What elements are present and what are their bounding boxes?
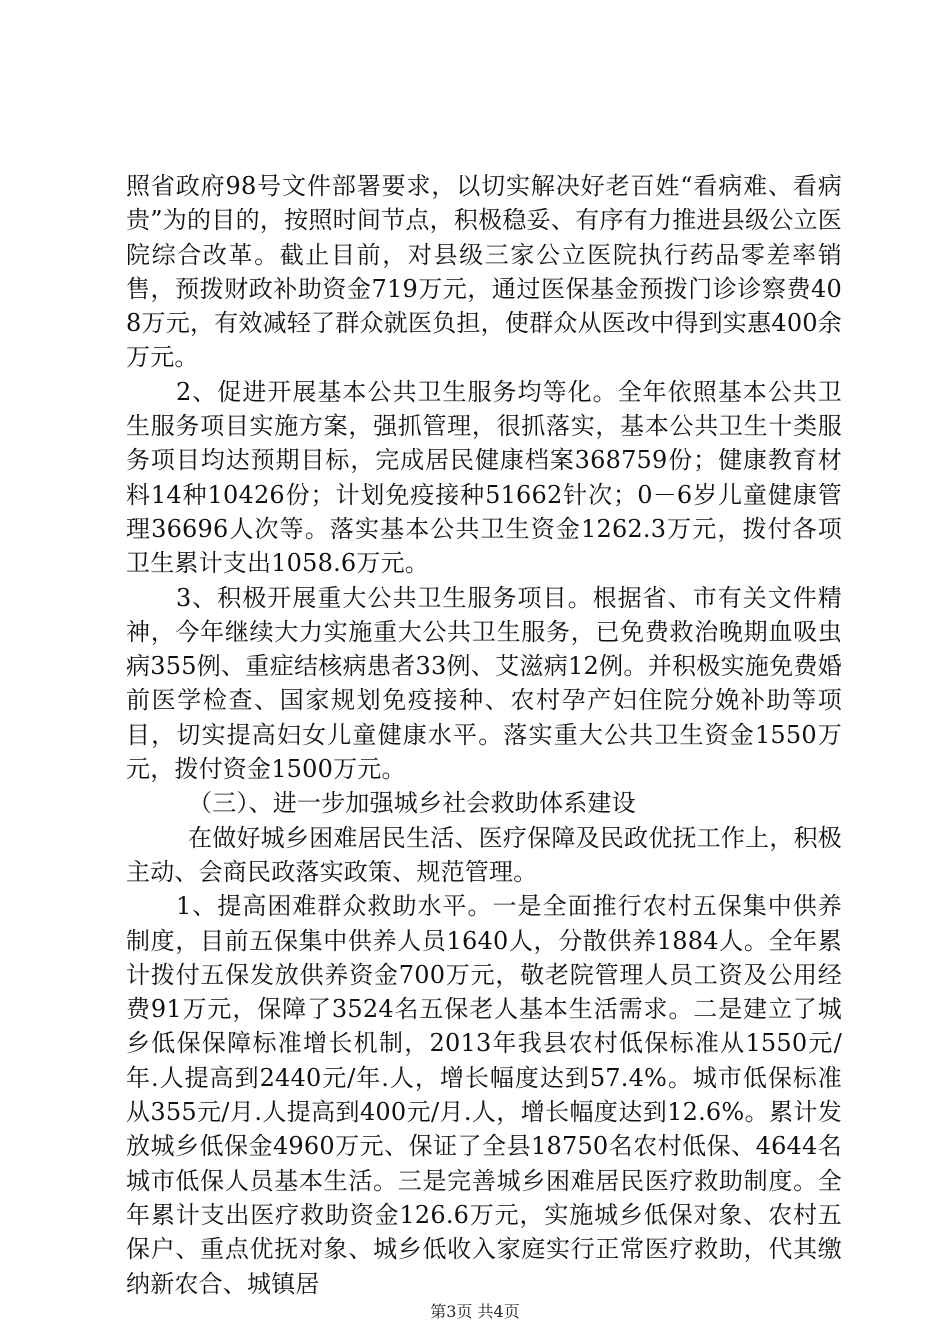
paragraph-assistance-level: 1、提高困难群众救助水平。一是全面推行农村五保集中供养制度，目前五保集中供养人员1640人，分散供养1884人。全年累计拨付五保发放供养资金700万元，敬老院管理人员工资及公用经费91万元，保障了3524名五保老人基本生活需求。二是建立了城乡低保保障标准增长机制，2013年我县农村低保标准从1550元/年.人提高到2440元/年.人，增长幅度达到57.4%。城市低保标准从355元/月.人提高到400元/月.人，增长幅度达到12.6%。累计发放城乡低保金4960万元、保证了全县18750名农村低保、4644名城市低保人员基本生活。三是完善城乡困难居民医疗救助制度。全年累计支出医疗救助资金126.6万元，实施城乡低保对象、农村五保户、重点优抚对象、城乡低收入家庭实行正常医疗救助，代其缴纳新农合、城镇居 — [126, 892, 842, 1298]
paragraph-hospital-reform: 照省政府98号文件部署要求，以切实解决好老百姓“看病难、看病贵”为的目的，按照时间节点，积极稳妥、有序有力推进县级公立医院综合改革。截止目前，对县级三家公立医院执行药品零差率销售，预拨财政补助资金719万元，通过医保基金预拨门诊诊察费408万元，有效减轻了群众就医负担，使群众从医改中得到实惠400余万元。 — [126, 172, 842, 372]
paragraph-assistance-intro: 在做好城乡困难居民生活、医疗保障及民政优抚工作上，积极主动、会商民政落实政策、规范管理。 — [126, 823, 842, 886]
paragraph-major-public-health: 3、积极开展重大公共卫生服务项目。根据省、市有关文件精神，今年继续大力实施重大公共卫生服务，已免费救治晚期血吸虫病355例、重症结核病患者33例、艾滋病12例。并积极实施免费婚前医学检查、国家规划免疫接种、农村孕产妇住院分娩补助等项目，切实提高妇女儿童健康水平。落实重大公共卫生资金1550万元，拨付资金1500万元。 — [126, 583, 842, 784]
paragraph-basic-public-health: 2、促进开展基本公共卫生服务均等化。全年依照基本公共卫生服务项目实施方案，强抓管理，很抓落实，基本公共卫生十类服务项目均达预期目标，完成居民健康档案368759份；健康教育材料14种10426份；计划免疫接种51662针次；0－6岁儿童健康管理36696人次等。落实基本公共卫生资金1262.3万元，拨付各项卫生累计支出1058.6万元。 — [126, 377, 842, 578]
page-number-footer: 第3页 共4页 — [430, 1302, 520, 1321]
section-heading-social-assistance: （三）、进一步加强城乡社会救助体系建设 — [188, 789, 636, 818]
document-body — [126, 169, 842, 1301]
